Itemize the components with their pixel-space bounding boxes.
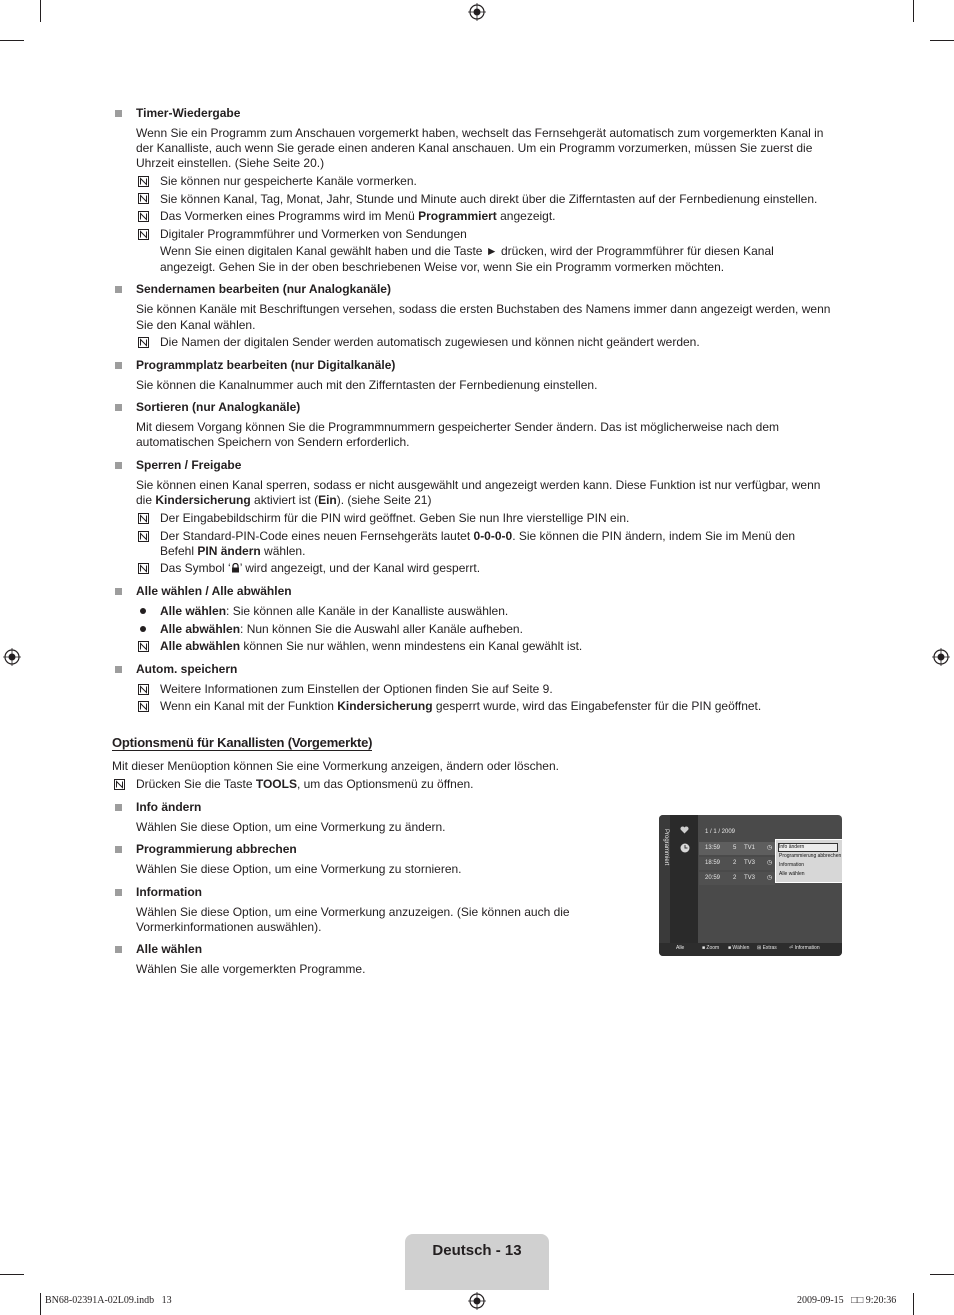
note-icon <box>138 211 149 222</box>
tv-row-number: 2 <box>733 875 737 881</box>
option-text: Wählen Sie diese Option, um eine Vormerkung anzuzeigen. (Sie können auch die <box>136 905 570 919</box>
registration-mark-icon <box>932 648 950 666</box>
intro-text: Mit dieser Menüoption können Sie eine Vormerkung anzeigen, ändern oder löschen. <box>112 759 559 773</box>
note-text: Sie können Kanal, Tag, Monat, Jahr, Stunde und Minute auch direkt über die Zifferntasten auf der Fernbedienung einstellen. <box>160 192 818 206</box>
tv-row-number: 2 <box>733 860 737 866</box>
tv-row-time: 13:59 <box>705 845 721 851</box>
note-icon <box>138 684 149 695</box>
square-bullet-icon <box>115 804 122 811</box>
tv-row-timer-icon: ◷ <box>767 860 773 866</box>
print-file-info: BN68-02391A-02L09.indb 13 <box>45 1295 172 1306</box>
option-title: Alle wählen <box>136 942 203 956</box>
option-text: Wählen Sie diese Option, um eine Vormerkung zu ändern. <box>136 820 446 834</box>
note-text: Der Eingabebildschirm für die PIN wird geöffnet. Geben Sie nun Ihre vierstellige PIN ein. <box>160 511 630 525</box>
square-bullet-icon <box>115 362 122 369</box>
paragraph-line: Wenn Sie ein Programm zum Anschauen vorgemerkt haben, wechselt das Fernsehgerät automatisch zum vorgemerkten Kanal in <box>136 126 824 140</box>
note-icon <box>138 641 149 652</box>
note-text: Drücken Sie die Taste TOOLS, um das Optionsmenü zu öffnen. <box>136 777 474 791</box>
tv-menu-item: Alle wählen <box>779 871 805 877</box>
tv-row-time: 20:59 <box>705 875 721 881</box>
note-text: Das Vormerken eines Programms wird im Menü Programmiert angezeigt. <box>160 209 556 223</box>
square-bullet-icon <box>115 286 122 293</box>
tv-menu-item: Programmierung abbrechen <box>779 853 842 859</box>
tv-date: 1 / 1 / 2009 <box>705 829 736 835</box>
registration-mark-icon <box>3 648 21 666</box>
registration-mark-icon <box>468 1292 486 1310</box>
paragraph-line: Mit diesem Vorgang können Sie die Programmnummern gespeicherter Sender ändern. Das ist möglicherweise nach dem <box>136 420 779 434</box>
note-icon <box>138 176 149 187</box>
square-bullet-icon <box>115 946 122 953</box>
paragraph-line: der Kanalliste, auch wenn Sie gerade einen anderen Kanal anschauen. Um ein Programm vorzumerken, müssen Sie zuerst die <box>136 141 813 155</box>
registration-mark-icon <box>468 3 486 21</box>
tv-row-timer-icon: ◷ <box>767 875 773 881</box>
note-icon <box>138 563 149 574</box>
square-bullet-icon <box>115 846 122 853</box>
round-bullet-icon <box>140 608 146 614</box>
note-text: Das Symbol ‘ ’ wird angezeigt, und der Kanal wird gesperrt. <box>160 561 481 575</box>
tv-side-label: Programmiert <box>663 829 669 866</box>
tv-menu-item: Info ändern <box>779 844 805 850</box>
note-icon <box>138 193 149 204</box>
section-title: Alle wählen / Alle abwählen <box>136 584 292 598</box>
tv-row-channel: TV3 <box>744 875 756 881</box>
paragraph-line: Sie können Kanäle mit Beschriftungen versehen, sodass die ersten Buchstaben des Namens immer dann angezeigt werden, wenn <box>136 302 831 316</box>
tv-bottom-zoom: ■ Zoom <box>702 945 720 951</box>
note-text: Die Namen der digitalen Sender werden automatisch zugewiesen und können nicht geändert werden. <box>160 335 700 349</box>
square-bullet-icon <box>115 404 122 411</box>
paragraph-line: Uhrzeit einstellen. (Siehe Seite 20.) <box>136 156 325 170</box>
print-date-info: 2009-09-15 □□ 9:20:36 <box>797 1295 897 1306</box>
paragraph-line: die Kindersicherung aktiviert ist (Ein). (siehe Seite 21) <box>136 493 432 507</box>
option-title: Information <box>136 885 202 899</box>
tv-bottom-info: ⏎ Information <box>789 945 820 951</box>
tv-icon-column <box>670 815 698 943</box>
note-icon <box>138 701 149 712</box>
paragraph-line: Sie den Kanal wählen. <box>136 318 256 332</box>
note-icon <box>114 779 125 790</box>
lock-icon <box>231 563 240 573</box>
tv-bottom-select: ■ Wählen <box>728 945 750 951</box>
page-number: Deutsch - 13 <box>432 1242 522 1259</box>
note-icon <box>138 531 149 542</box>
paragraph-line: automatischen Speichern von Sendern erforderlich. <box>136 435 410 449</box>
round-bullet-icon <box>140 626 146 632</box>
tv-row-timer-icon: ◷ <box>767 845 773 851</box>
note-text: Sie können nur gespeicherte Kanäle vormerken. <box>160 174 417 188</box>
note-text: Alle abwählen können Sie nur wählen, wenn mindestens ein Kanal gewählt ist. <box>160 639 583 653</box>
note-text: Der Standard-PIN-Code eines neuen Fernsehgeräts lautet 0-0-0-0. Sie können die PIN ändern, indem Sie im Menü den <box>160 529 796 543</box>
tv-row-channel: TV1 <box>744 845 756 851</box>
section-title: Programmplatz bearbeiten (nur Digitalkanäle) <box>136 358 396 372</box>
section-title: Sortieren (nur Analogkanäle) <box>136 400 301 414</box>
tv-screen-illustration <box>659 815 842 956</box>
tv-row-number: 5 <box>733 845 737 851</box>
tv-bottom-all: Alle <box>676 945 685 951</box>
option-title: Programmierung abbrechen <box>136 842 297 856</box>
option-text: Wählen Sie diese Option, um eine Vormerkung zu stornieren. <box>136 862 462 876</box>
note-text: Befehl PIN ändern wählen. <box>160 544 306 558</box>
square-bullet-icon <box>115 666 122 673</box>
option-text: Vormerkinformationen auswählen). <box>136 920 322 934</box>
option-text: Wählen Sie alle vorgemerkten Programme. <box>136 962 366 976</box>
subsection-heading: Optionsmenü für Kanallisten (Vorgemerkte) <box>112 735 373 750</box>
square-bullet-icon <box>115 110 122 117</box>
note-icon <box>138 229 149 240</box>
clock-icon <box>680 843 690 853</box>
square-bullet-icon <box>115 588 122 595</box>
section-title: Autom. speichern <box>136 662 238 676</box>
paragraph-line: Sie können die Kanalnummer auch mit den Zifferntasten der Fernbedienung einstellen. <box>136 378 598 392</box>
tv-bottom-extras: ⊞ Extras <box>757 945 777 951</box>
bullet-text: Alle wählen: Sie können alle Kanäle in der Kanalliste auswählen. <box>160 604 509 618</box>
option-title: Info ändern <box>136 800 202 814</box>
heart-icon <box>680 826 689 834</box>
note-text: angezeigt. Gehen Sie in der oben beschriebenen Weise vor, wenn Sie ein Programm vormerken möchten. <box>160 260 725 274</box>
square-bullet-icon <box>115 462 122 469</box>
tv-menu-item: Information <box>779 862 805 868</box>
tv-options-menu <box>775 839 842 883</box>
section-title: Sperren / Freigabe <box>136 458 242 472</box>
bullet-text: Alle abwählen: Nun können Sie die Auswahl aller Kanäle aufheben. <box>160 622 523 636</box>
note-icon <box>138 513 149 524</box>
note-text: Digitaler Programmführer und Vormerken von Sendungen <box>160 227 467 241</box>
note-text: Wenn ein Kanal mit der Funktion Kindersicherung gesperrt wurde, wird das Eingabefenster für die PIN geöffnet. <box>160 699 762 713</box>
note-text: Weitere Informationen zum Einstellen der Optionen finden Sie auf Seite 9. <box>160 682 553 696</box>
tv-row-channel: TV3 <box>744 860 756 866</box>
paragraph-line: Sie können einen Kanal sperren, sodass er nicht ausgewählt und angezeigt werden kann. Diese Funktion ist nur verfügbar, wenn <box>136 478 821 492</box>
tv-row-time: 18:59 <box>705 860 721 866</box>
section-title: Sendernamen bearbeiten (nur Analogkanäle) <box>136 282 391 296</box>
section-title: Timer-Wiedergabe <box>136 106 241 120</box>
note-text: Wenn Sie einen digitalen Kanal gewählt haben und die Taste ► drücken, wird der Programmführer für diesen Kanal <box>160 244 774 258</box>
square-bullet-icon <box>115 889 122 896</box>
note-icon <box>138 337 149 348</box>
